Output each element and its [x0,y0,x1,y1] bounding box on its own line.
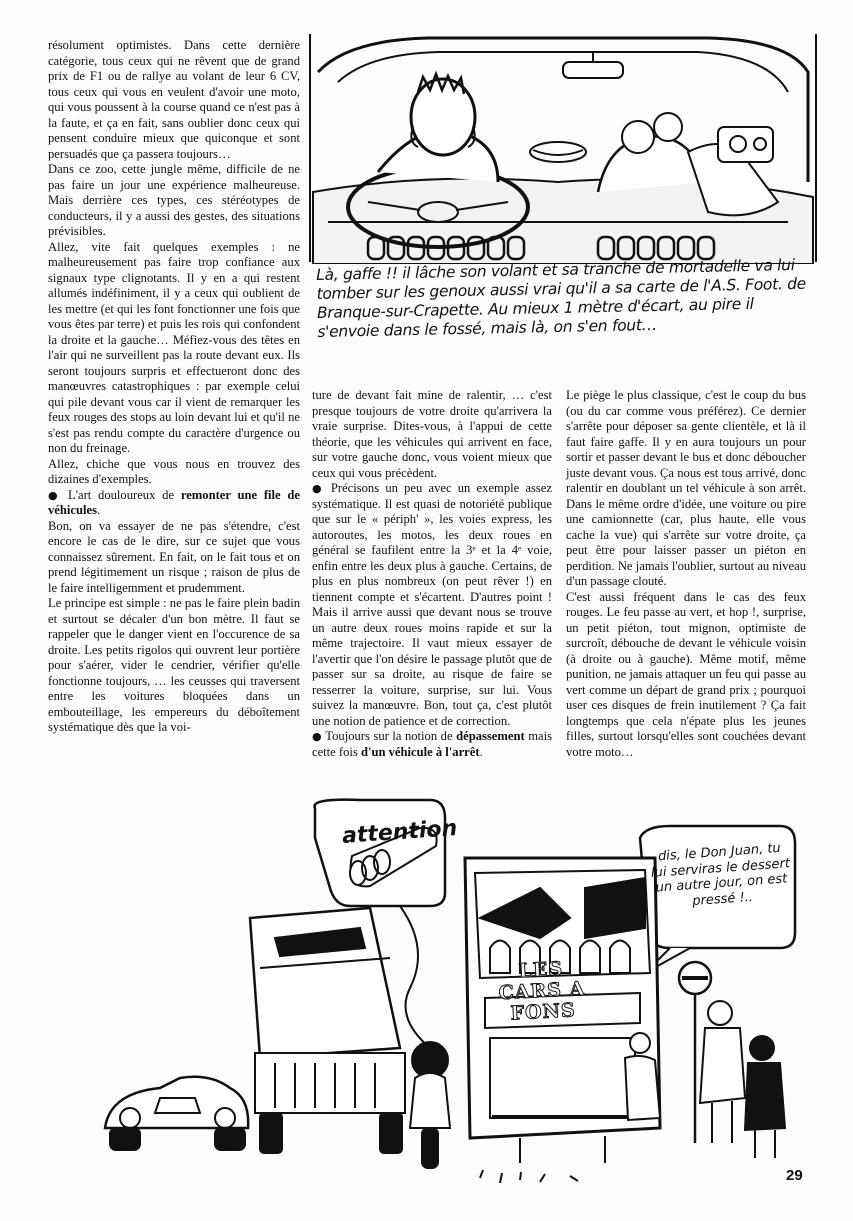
text-column-2 [312,388,552,760]
paragraph: Allez, chiche que vous nous en trouvez des dizaines d'exemples. [48,456,300,486]
paragraph: C'est aussi fréquent dans le cas des feux rouges. Le feu passe au vert, et hop !, surprise, un petit piéton, tout mignon, optimiste de surcroît, débouche de devant le véhicule voisin (à droite ou à gauche). Même motif, même punition, ne jamais attaquer un feu qui passe au vert comme un départ de grand prix ; pourquoi user ces disques de frein inutilement ? Ça fait longtemps que cela n'épate plus les jeunes filles, surtout lorsqu'elles sont couchées devant votre moto… [566,589,806,759]
bus-destination-sign: LES CARS A FONS [498,957,586,1025]
car-interior-cartoon [308,32,818,264]
bullet-paragraph: ● Précisons un peu avec un exemple assez systématique. Il est quasi de notoriété publique que sur le « périph' », les voies express, les autoroutes, les motos, les deux roues en général se faufilent entre la 3ᵉ et la 4ᵉ voie, enfin entre les deux plus à gauche. Certains, de plus en plus nombreux (on peut rêver !) en tiennent compte et s'écartent. D'autres point ! Mais il arrive aussi que devant nous se trouve un autre deux roues moins rapide et sur la même trajectoire. Il vaut mieux essayer de l'avertir que l'on désire le passage plutôt que de passer sur sa droite, au risque de faire se resserrer la voiture, surprise, sur lui. Vous suivez la manœuvre. Bon, tout ça, c'est plutôt une notion de patience et de correction. [312,481,552,728]
paragraph: ture de devant fait mine de ralentir, … c'est presque toujours de votre droite qu'arrivera la vraie surprise. Dites-vous, à l'appui de cette théorie, que les véhicules qui arrivent en face, sur votre gauche donc, vous voient mieux que ceux qui vous précèdent. [312,388,552,480]
bullet-heading: ● Toujours sur la notion de dépassement mais cette fois d'un véhicule à l'arrêt. [312,729,553,759]
bullet-icon: ● [48,488,62,502]
text-column-1 [48,38,300,736]
bullet-icon: ● [312,482,325,495]
bullet-heading: ● L'art douloureux de remonter une file de véhicules. [48,487,301,517]
text-column-3 [566,388,806,760]
bullet-icon: ● [312,730,322,743]
paragraph: résolument optimistes. Dans cette dernière catégorie, tous ceux qui ne rêvent que de grand prix de F1 ou de rallye au volant de leur 6 CV, tous ceux qui vous en veulent d'avoir une moto, qui vous poussent à la course quand ce n'est pas à la faute, et ça en fait, sans oublier donc ceux qui pensent conduire mieux que quiconque et sont persuadés que ça passera toujours… [48,38,300,161]
paragraph: Dans ce zoo, cette jungle même, difficile de ne pas faire un jour une expérience malheureuse. Mais derrière ces types, ces stéréotypes de conducteurs, il y a aussi des gestes, des situations prévisibles. [48,162,300,238]
paragraph: Le principe est simple : ne pas le faire plein badin et surtout se décaler d'un bon mètre. Il faut se rappeler que le danger vient en l'occurence de sa droite. Les petits rigolos qui ouvrent leur portière pour s'aérer, vider le cendrier, vérifier qu'elle fonctionne toujours, … les ceusses qui traversent entre les voitures bloquées dans un embouteillage, les empereurs du déboîtement systématique dès que la voi- [48,596,300,734]
paragraph: Allez, vite fait quelques exemples : ne malheureusement pas faire trop confiance aux signaux type clignotants. Il y en a qui restent allumés indéfiniment, il y a ceux qui oublient de les mettre (et qui les font fonctionner une fois que vous êtes par terre) et puis les rois qui confondent la droite et la gauche… Méfiez-vous des têtes en l'air qui ne surveillent pas la route devant eux. Ils seront toujours surpris et effectueront donc des manœuvres catastrophiques : par exemple celui qui pile devant vous car il vient de remarquer les feux rouges des stops au loin devant lui et qu'il ne s'est pas rendu compte du caractère d'urgence ou non du freinage. [48,239,300,455]
speech-bubble-text: dis, le Don Juan, tu lui serviras le dessert un autre jour, on est pressé !.. [650,840,791,909]
paragraph: Bon, on va essayer de ne pas s'étendre, c'est encore le cas de le dire, sur ce sujet que vous connaissez sûrement. En fait, on le fait tous et on prend légitimement un risque ; raison de plus de le faire intelligemment et prudemment. [48,518,300,595]
paragraph: Le piège le plus classique, c'est le coup du bus (ou du car comme vous préférez). Ce dernier s'arrête pour déposer sa gente clientèle, et là il faut faire gaffe. Il y en aura toujours un pour sortir et passer devant le bus et donc déboucher juste devant vous. Ça nous est tous arrivé, donc ralentir en doublant un tel véhicule à son arrêt. Dans le même ordre d'idée, une voiture ou pire une camionnette (car, plus haute, elle vous cache la vue) qui s'arrête sur votre droite, ça peut être pour laisser passer un piéton en perdition. Ne jamais l'oublier, surtout au niveau d'un passage clouté. [566,388,806,588]
attention-bubble-text: attention [341,816,459,849]
page-number: 29 [786,1167,803,1184]
cartoon-caption: Là, gaffe !! il lâche son volant et sa tranche de mortadelle va lui tomber sur les genoux aussi vrai qu'il a sa carte de l'A.S. Foot. de Branque-sur-Crapette. Au mieux 1 mètre d'écart, au pire il s'envoie dans le fossé, mais là, on s'en fout… [316,255,807,341]
